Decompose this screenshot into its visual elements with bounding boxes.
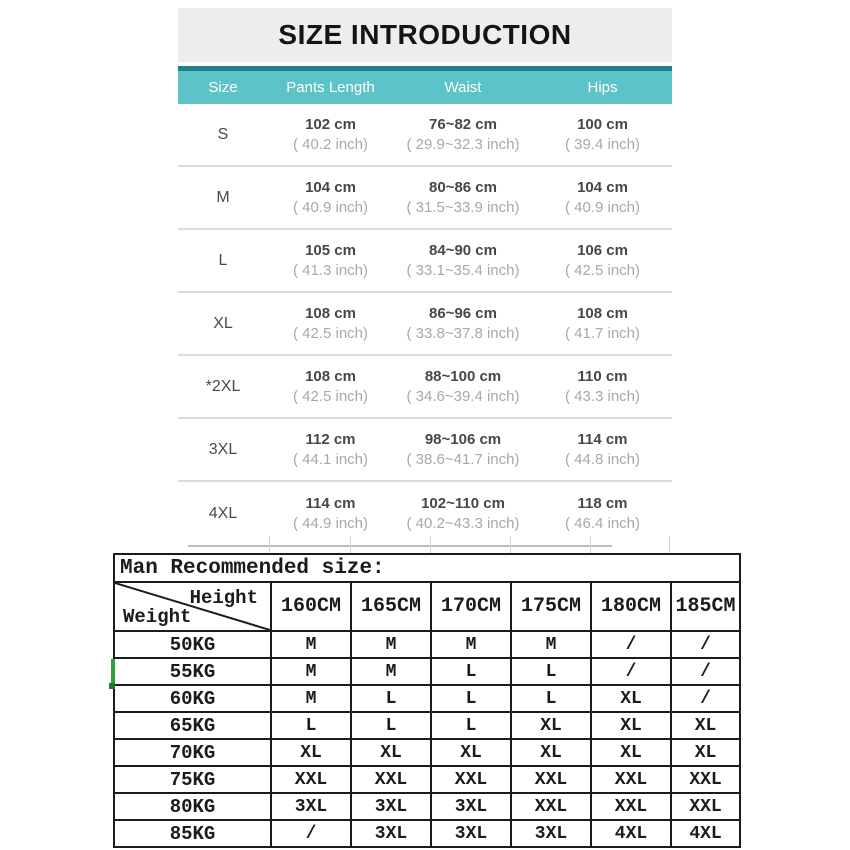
weight-cell: 80KG (114, 793, 271, 820)
rec-size-cell: XL (511, 739, 591, 766)
gridline-artifact-vertical (510, 536, 511, 553)
size-row-m (178, 167, 672, 230)
height-header-cell: 175CM (511, 582, 591, 631)
weight-row-75kg (114, 766, 740, 793)
rec-size-cell: 3XL (431, 820, 511, 847)
inch-value: ( 43.3 inch) (564, 387, 641, 405)
size-row-2xl (178, 356, 672, 419)
selection-artifact-handle (109, 683, 115, 689)
rec-size-cell: XL (591, 739, 671, 766)
rec-size-cell: XXL (271, 766, 351, 793)
inch-value: ( 33.8~37.8 inch) (406, 324, 520, 342)
weight-row-55kg (114, 658, 740, 685)
hips-cell (533, 367, 672, 407)
cm-value: 102~110 cm (421, 494, 505, 512)
waist-cell (393, 494, 533, 534)
pants-length-cell (268, 304, 393, 344)
rec-size-cell: XL (271, 739, 351, 766)
pants-length-cell (268, 494, 393, 534)
cm-value: 102 cm (305, 115, 356, 133)
rec-size-cell: 3XL (351, 820, 431, 847)
rec-size-cell: / (671, 631, 740, 658)
cm-value: 114 cm (305, 494, 356, 512)
size-cell: 4XL (208, 504, 238, 522)
rec-size-cell: M (351, 658, 431, 685)
rec-size-cell: 4XL (671, 820, 740, 847)
rec-size-cell: / (671, 685, 740, 712)
hips-cell (533, 304, 672, 344)
cm-value: 88~100 cm (424, 367, 502, 385)
inch-value: ( 39.4 inch) (564, 135, 641, 153)
rec-size-cell: XL (591, 685, 671, 712)
weight-row-50kg (114, 631, 740, 658)
size-row-4xl (178, 482, 672, 545)
size-introduction-table (178, 8, 672, 545)
cm-value: 84~90 cm (429, 241, 497, 259)
inch-value: ( 42.5 inch) (292, 324, 369, 342)
size-cell: XL (213, 314, 233, 332)
rec-size-cell: L (511, 685, 591, 712)
recommended-table-title: Man Recommended size: (114, 554, 740, 582)
weight-cell: 65KG (114, 712, 271, 739)
height-header-cell: 185CM (671, 582, 740, 631)
header-cell-pants-length: Pants Length (286, 79, 375, 96)
hips-cell (533, 430, 672, 470)
recommended-title-row (114, 554, 740, 582)
hips-cell (533, 494, 672, 534)
rec-size-cell: M (431, 631, 511, 658)
rec-size-cell: 4XL (591, 820, 671, 847)
rec-size-cell: XL (431, 739, 511, 766)
rec-size-cell: XXL (671, 793, 740, 820)
weight-cell: 60KG (114, 685, 271, 712)
inch-value: ( 41.3 inch) (292, 261, 369, 279)
pants-length-cell (268, 241, 393, 281)
cm-value: 114 cm (577, 430, 628, 448)
weight-row-60kg (114, 685, 740, 712)
height-label: Height (189, 587, 258, 609)
height-header-cell: 165CM (351, 582, 431, 631)
weight-row-65kg (114, 712, 740, 739)
cm-value: 108 cm (305, 367, 356, 385)
cm-value: 106 cm (577, 241, 628, 259)
inch-value: ( 44.1 inch) (292, 450, 369, 468)
gridline-artifact-vertical (430, 536, 431, 553)
rec-size-cell: XXL (351, 766, 431, 793)
selection-artifact-bar (111, 659, 115, 685)
rec-size-cell: M (351, 631, 431, 658)
weight-row-80kg (114, 793, 740, 820)
size-cell: M (216, 188, 230, 206)
header-cell-waist: Waist (444, 79, 482, 96)
inch-value: ( 33.1~35.4 inch) (406, 261, 520, 279)
weight-cell: 75KG (114, 766, 271, 793)
inch-value: ( 29.9~32.3 inch) (406, 135, 520, 153)
cm-value: 110 cm (577, 367, 628, 385)
rec-size-cell: M (271, 658, 351, 685)
height-weight-corner-cell (114, 582, 271, 631)
inch-value: ( 44.9 inch) (292, 514, 369, 532)
rec-size-cell: XXL (511, 766, 591, 793)
rec-size-cell: XL (511, 712, 591, 739)
weight-cell: 85KG (114, 820, 271, 847)
rec-size-cell: XXL (591, 793, 671, 820)
size-row-l (178, 230, 672, 293)
waist-cell (393, 115, 533, 155)
cm-value: 98~106 cm (424, 430, 502, 448)
cm-value: 108 cm (305, 304, 356, 322)
rec-size-cell: L (351, 712, 431, 739)
weight-row-85kg (114, 820, 740, 847)
gridline-artifact-vertical (350, 536, 351, 553)
rec-size-cell: / (271, 820, 351, 847)
cm-value: 118 cm (577, 494, 628, 512)
size-row-3xl (178, 419, 672, 482)
hips-cell (533, 115, 672, 155)
inch-value: ( 40.2~43.3 inch) (406, 514, 520, 532)
inch-value: ( 40.9 inch) (564, 198, 641, 216)
cm-value: 76~82 cm (429, 115, 497, 133)
gridline-artifact-horizontal (188, 545, 612, 547)
inch-value: ( 42.5 inch) (292, 387, 369, 405)
rec-size-cell: M (271, 685, 351, 712)
rec-size-cell: L (431, 658, 511, 685)
rec-size-cell: 3XL (271, 793, 351, 820)
rec-size-cell: / (591, 631, 671, 658)
inch-value: ( 44.8 inch) (564, 450, 641, 468)
size-introduction-title: SIZE INTRODUCTION (178, 8, 672, 62)
rec-size-cell: XXL (671, 766, 740, 793)
rec-size-cell: 3XL (351, 793, 431, 820)
height-header-cell: 170CM (431, 582, 511, 631)
inch-value: ( 46.4 inch) (564, 514, 641, 532)
size-cell: L (218, 251, 228, 269)
size-row-xl (178, 293, 672, 356)
cm-value: 86~96 cm (429, 304, 497, 322)
size-cell: 3XL (208, 440, 238, 458)
rec-size-cell: XL (671, 712, 740, 739)
inch-value: ( 41.7 inch) (564, 324, 641, 342)
inch-value: ( 31.5~33.9 inch) (406, 198, 520, 216)
height-header-cell: 180CM (591, 582, 671, 631)
rec-size-cell: 3XL (511, 820, 591, 847)
size-row-s (178, 104, 672, 167)
gridline-artifact-vertical (269, 536, 270, 553)
cm-value: 80~86 cm (429, 178, 497, 196)
recommended-header-row (114, 582, 740, 631)
rec-size-cell: L (431, 685, 511, 712)
header-cell-size: Size (208, 79, 238, 96)
rec-size-cell: L (511, 658, 591, 685)
weight-cell: 55KG (114, 658, 271, 685)
inch-value: ( 40.9 inch) (292, 198, 369, 216)
inch-value: ( 42.5 inch) (564, 261, 641, 279)
inch-value: ( 38.6~41.7 inch) (406, 450, 520, 468)
size-table-header (178, 66, 672, 104)
rec-size-cell: XL (671, 739, 740, 766)
weight-label: Weight (123, 606, 192, 628)
gridline-artifact-vertical (669, 536, 670, 553)
rec-size-cell: M (271, 631, 351, 658)
rec-size-cell: L (431, 712, 511, 739)
pants-length-cell (268, 430, 393, 470)
inch-value: ( 34.6~39.4 inch) (406, 387, 520, 405)
rec-size-cell: M (511, 631, 591, 658)
inch-value: ( 40.2 inch) (292, 135, 369, 153)
rec-size-cell: XL (351, 739, 431, 766)
man-recommended-size-table (113, 553, 741, 848)
rec-size-cell: 3XL (431, 793, 511, 820)
header-cell-hips: Hips (587, 79, 618, 96)
hips-cell (533, 178, 672, 218)
waist-cell (393, 304, 533, 344)
waist-cell (393, 430, 533, 470)
cm-value: 112 cm (305, 430, 356, 448)
cm-value: 104 cm (577, 178, 628, 196)
rec-size-cell: L (271, 712, 351, 739)
rec-size-cell: XXL (511, 793, 591, 820)
rec-size-cell: XXL (431, 766, 511, 793)
waist-cell (393, 367, 533, 407)
weight-cell: 50KG (114, 631, 271, 658)
cm-value: 108 cm (577, 304, 628, 322)
hips-cell (533, 241, 672, 281)
cm-value: 104 cm (305, 178, 356, 196)
size-cell: S (217, 125, 229, 143)
waist-cell (393, 178, 533, 218)
rec-size-cell: / (671, 658, 740, 685)
cm-value: 105 cm (305, 241, 356, 259)
waist-cell (393, 241, 533, 281)
gridline-artifact-vertical (590, 536, 591, 553)
pants-length-cell (268, 367, 393, 407)
pants-length-cell (268, 178, 393, 218)
rec-size-cell: XL (591, 712, 671, 739)
rec-size-cell: L (351, 685, 431, 712)
weight-row-70kg (114, 739, 740, 766)
cm-value: 100 cm (577, 115, 628, 133)
size-cell: *2XL (205, 377, 241, 395)
rec-size-cell: XXL (591, 766, 671, 793)
weight-cell: 70KG (114, 739, 271, 766)
rec-size-cell: / (591, 658, 671, 685)
pants-length-cell (268, 115, 393, 155)
height-header-cell: 160CM (271, 582, 351, 631)
